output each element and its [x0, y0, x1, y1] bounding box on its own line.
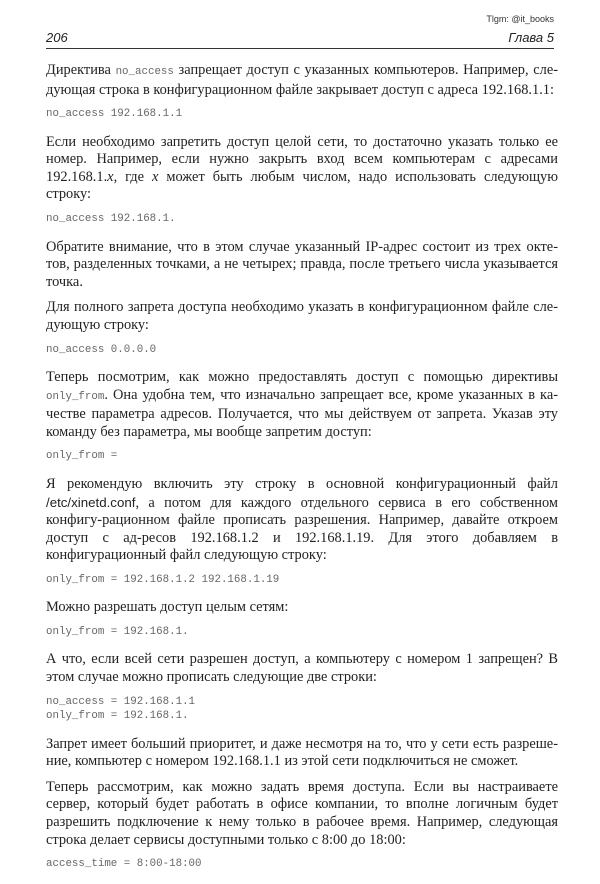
code-block-7b: only_from = 192.168.1. — [46, 710, 189, 723]
paragraph-9: Запрет имеет больший приоритет, и даже несмотря на то, что у сети есть разреше-ние, компьютер с номером 192.168.1.1 из этой сети подключиться не сможет. — [46, 735, 558, 770]
paragraph-3: Обратите внимание, что в этом случае указанный IP-адрес состоит из трех окте-тов, разделенных точками, а не четырех; правда, после третьего числа указывается точка. — [46, 238, 558, 290]
code-block-8: access_time = 8:00-18:00 — [46, 858, 202, 871]
code-block-6: only_from = 192.168.1. — [46, 625, 189, 638]
code-block-4: only_from = — [46, 450, 118, 463]
paragraph-8: А что, если всей сети разрешен доступ, а компьютеру с номером 1 запрещен? В этом случае можно прописать следующие две строки: — [46, 651, 558, 686]
page-header — [46, 30, 554, 49]
code-block-2: no_access 192.168.1. — [46, 213, 176, 226]
paragraph-5: Теперь посмотрим, как можно предоставлять доступ с помощью директивы only_from. Она удобна тем, что изначально запрещает все, кроме указанных в ка-честве параметра адресов. Получается, что мы действуем от запрета. Указав эту команду без параметра, мы вообще запретим доступ: — [46, 369, 558, 440]
code-block-3: no_access 0.0.0.0 — [46, 343, 157, 356]
file-path: /etc/xinetd.conf — [46, 494, 136, 510]
code-block-5: only_from = 192.168.1.2 192.168.1.19 — [46, 573, 280, 586]
chapter-title: Глава 5 — [508, 30, 554, 45]
inline-code: no_access — [115, 66, 174, 78]
code-block-7a: no_access = 192.168.1.1 — [46, 695, 196, 708]
paragraph-1: Директива no_access запрещает доступ с указанных компьютеров. Например, сле-дующая строка в конфигурационном файле закрывает доступ с адреса 192.168.1.1: — [46, 62, 558, 98]
code-block-1: no_access 192.168.1.1 — [46, 108, 183, 121]
inline-code: only_from — [46, 390, 105, 403]
paragraph-4: Для полного запрета доступа необходимо указать в конфигурационном файле сле-дующую строку: — [46, 299, 558, 333]
paragraph-6: Я рекомендую включить эту строку в основной конфигурационный файл /etc/xinetd.conf, а потом для каждого отдельного сервиса в его собственном конфигу-рационном файле прописать разрешения. Например, давайте откроем доступ с ад-ресов 192.168.1.2 и 192.168.1.19. Для этого добавляем в конфигурационный файл следующую строку: — [46, 475, 558, 564]
page-content — [46, 62, 558, 884]
watermark: Tlgm: @it_books — [486, 14, 554, 24]
page-number: 206 — [46, 30, 68, 45]
paragraph-10: Теперь рассмотрим, как можно задать время доступа. Если вы настраиваете сервер, который будет работать в офисе компании, то вполне логичным будет разрешить подключение к нему только в рабочее время. Например, следующая строка делает сервисы доступными только с 8:00 до 18:00: — [46, 778, 558, 848]
paragraph-2: Если необходимо запретить доступ целой сети, то достаточно указать только ее номер. Например, если нужно закрыть вход всем компьютерам с адресами 192.168.1.x, где x может быть любым числом, надо использовать следующую строку: — [46, 133, 558, 203]
paragraph-7: Можно разрешать доступ целым сетям: — [46, 599, 289, 616]
